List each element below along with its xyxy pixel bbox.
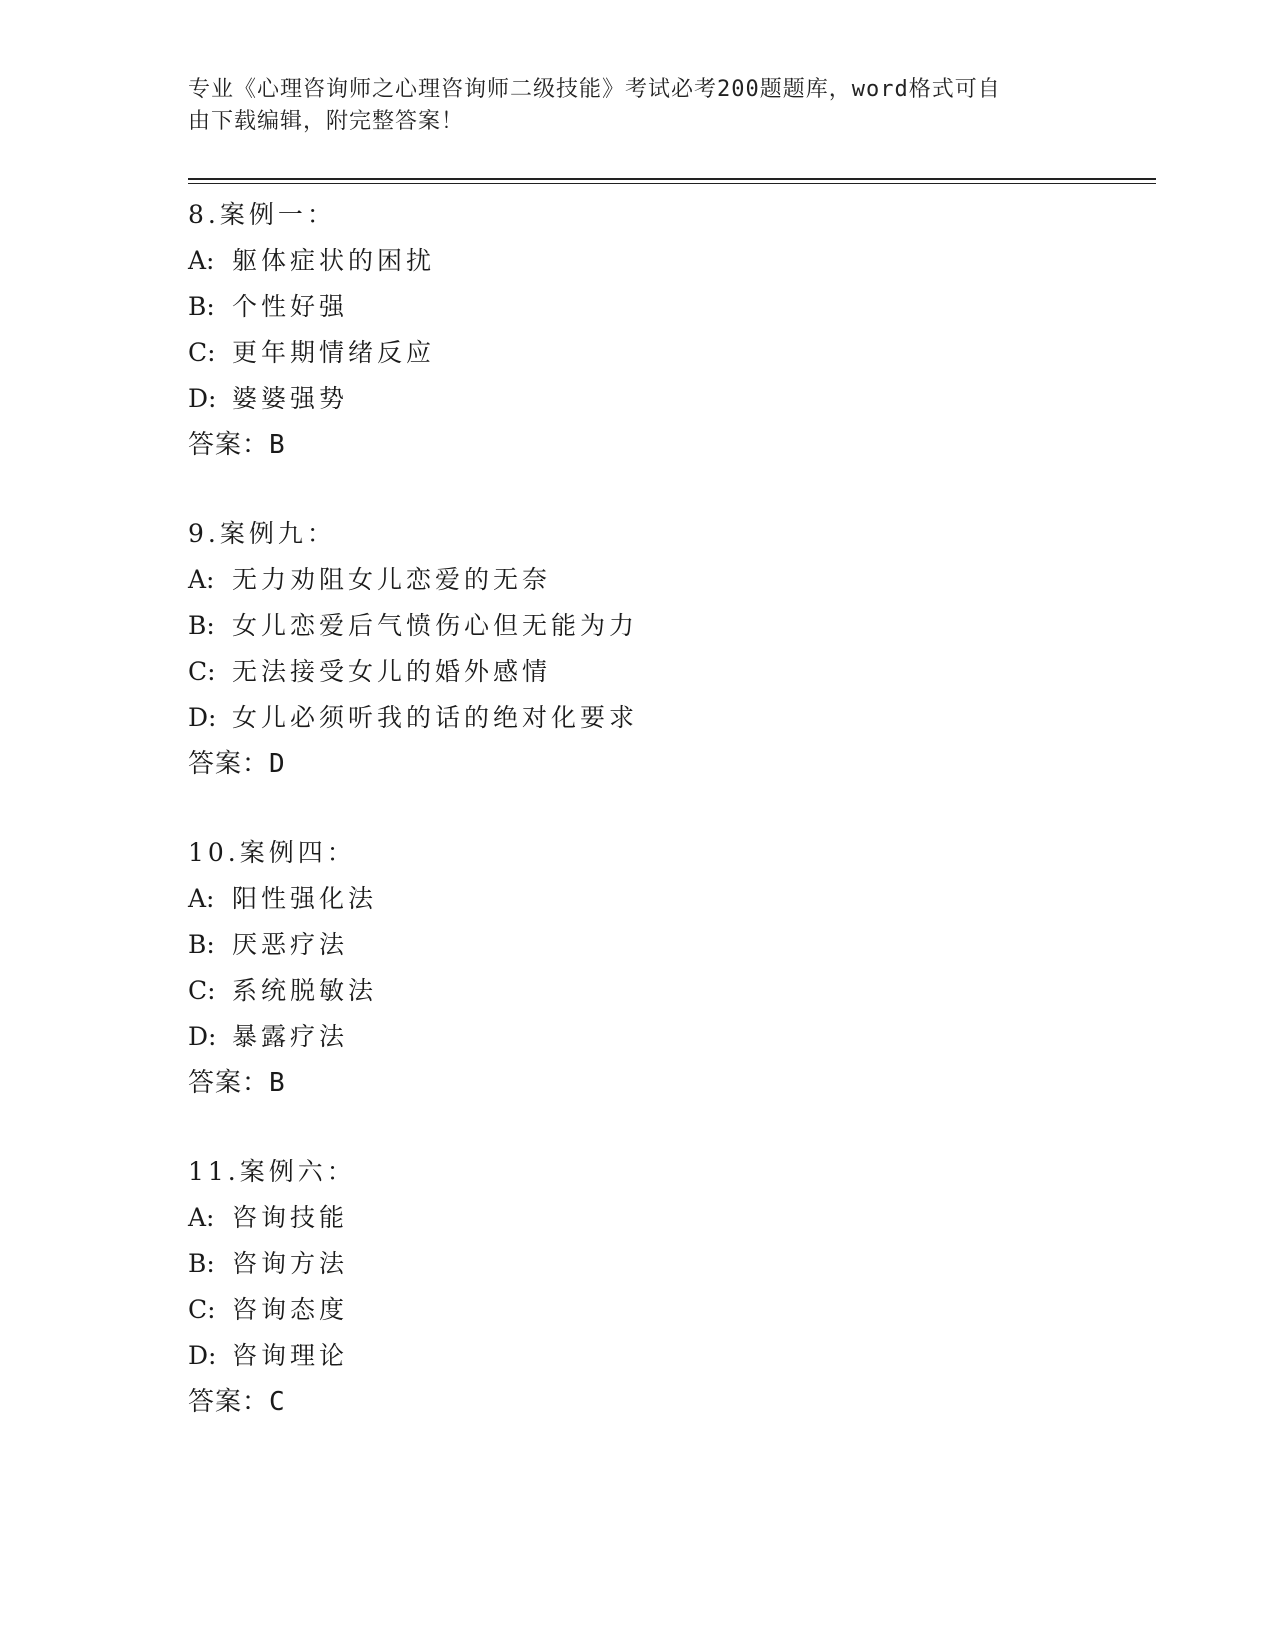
option-letter: C: xyxy=(188,976,216,1005)
option-text: 阳性强化法 xyxy=(232,884,378,913)
answer-line xyxy=(188,1379,1148,1425)
option-text: 无法接受女儿的婚外感情 xyxy=(232,657,552,686)
option-letter: C: xyxy=(188,338,216,367)
option-text: 厌恶疗法 xyxy=(232,930,349,959)
option-c xyxy=(188,330,1148,376)
option-c xyxy=(188,1287,1148,1333)
option-text: 躯体症状的困扰 xyxy=(232,246,436,275)
option-b xyxy=(188,922,1148,968)
option-text: 咨询技能 xyxy=(232,1203,349,1232)
option-letter: C: xyxy=(188,1295,216,1324)
option-b xyxy=(188,1241,1148,1287)
option-d xyxy=(188,1333,1148,1379)
option-a xyxy=(188,238,1148,284)
answer-line xyxy=(188,422,1148,468)
answer-line xyxy=(188,1060,1148,1106)
answer-label: 答案： xyxy=(188,1068,270,1098)
option-letter: B: xyxy=(188,1249,215,1278)
option-text: 婆婆强势 xyxy=(232,384,349,413)
answer-value: D xyxy=(269,749,286,779)
question-stem: 10.案例四： xyxy=(188,838,356,867)
option-letter: D: xyxy=(188,1022,217,1051)
header-divider-thin xyxy=(188,183,1156,184)
question-item xyxy=(188,511,1148,787)
option-text: 暴露疗法 xyxy=(232,1022,349,1051)
option-text: 咨询方法 xyxy=(232,1249,349,1278)
question-item xyxy=(188,830,1148,1106)
option-text: 女儿必须听我的话的绝对化要求 xyxy=(232,703,639,732)
option-c xyxy=(188,649,1148,695)
header-line-2: 由下载编辑，附完整答案！ xyxy=(188,109,465,134)
option-letter: B: xyxy=(188,611,215,640)
option-text: 更年期情绪反应 xyxy=(232,338,436,367)
header-line-1: 专业《心理咨询师之心理咨询师二级技能》考试必考200题题库，word格式可自 xyxy=(188,77,1001,102)
option-letter: A: xyxy=(188,1203,215,1232)
option-a xyxy=(188,1195,1148,1241)
answer-label: 答案： xyxy=(188,749,270,779)
option-b xyxy=(188,603,1148,649)
option-b xyxy=(188,284,1148,330)
option-letter: B: xyxy=(188,930,215,959)
option-c xyxy=(188,968,1148,1014)
option-d xyxy=(188,1014,1148,1060)
option-letter: D: xyxy=(188,1341,217,1370)
question-stem: 9.案例九： xyxy=(188,519,336,548)
answer-value: C xyxy=(269,1387,286,1417)
option-letter: D: xyxy=(188,703,217,732)
option-text: 咨询态度 xyxy=(232,1295,349,1324)
question-list xyxy=(188,192,1148,1468)
option-letter: A: xyxy=(188,246,215,275)
document-header xyxy=(188,74,1068,138)
question-stem: 8.案例一： xyxy=(188,200,336,229)
option-letter: A: xyxy=(188,884,215,913)
option-text: 个性好强 xyxy=(232,292,349,321)
option-d xyxy=(188,376,1148,422)
answer-value: B xyxy=(269,430,286,460)
option-text: 女儿恋爱后气愤伤心但无能为力 xyxy=(232,611,639,640)
option-a xyxy=(188,557,1148,603)
option-text: 系统脱敏法 xyxy=(232,976,378,1005)
answer-label: 答案： xyxy=(188,1387,270,1417)
question-item xyxy=(188,1149,1148,1425)
option-d xyxy=(188,695,1148,741)
option-letter: D: xyxy=(188,384,217,413)
option-a xyxy=(188,876,1148,922)
answer-line xyxy=(188,741,1148,787)
answer-value: B xyxy=(269,1068,286,1098)
option-letter: A: xyxy=(188,565,215,594)
answer-label: 答案： xyxy=(188,430,270,460)
question-item xyxy=(188,192,1148,468)
option-text: 咨询理论 xyxy=(232,1341,349,1370)
option-letter: C: xyxy=(188,657,216,686)
question-stem: 11.案例六： xyxy=(188,1157,356,1186)
option-letter: B: xyxy=(188,292,215,321)
header-divider-thick xyxy=(188,178,1156,180)
option-text: 无力劝阻女儿恋爱的无奈 xyxy=(232,565,552,594)
